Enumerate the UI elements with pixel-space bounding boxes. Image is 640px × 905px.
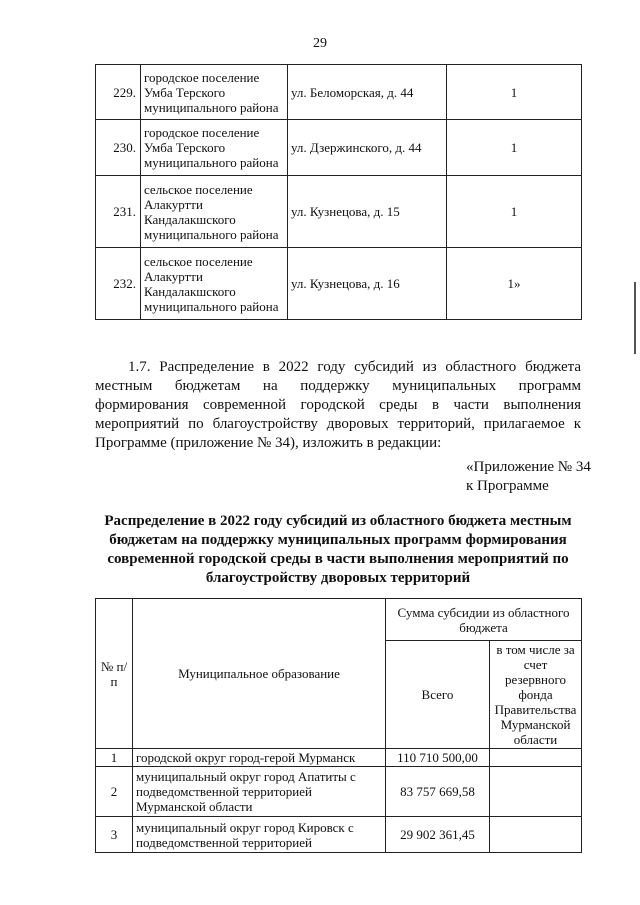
subsidy-total: 110 710 500,00 <box>386 749 490 767</box>
appendix-line: «Приложение № 34 <box>466 459 591 475</box>
header-total: Всего <box>386 641 490 749</box>
scan-margin-mark <box>634 282 636 354</box>
subsidy-total: 83 757 669,58 <box>386 767 490 817</box>
table-row <box>96 176 582 248</box>
table-row <box>96 817 582 853</box>
document-title: Распределение в 2022 году субсидий из областного бюджета местным бюджетам на поддержку муниципальных программ формирования современной городской среды в части выполнения мероприятий по благоустройству дворовых территорий <box>104 513 572 586</box>
row-number: 231. <box>96 176 141 248</box>
municipality-name: муниципальный округ город Апатиты с подведомственной территорией Мурманской области <box>133 767 386 817</box>
address: ул. Кузнецова, д. 16 <box>288 248 447 320</box>
row-number: 230. <box>96 120 141 176</box>
header-reserve-fund: в том числе за счет резервного фонда Правительства Мурманской области <box>490 641 582 749</box>
address: ул. Беломорская, д. 44 <box>288 65 447 120</box>
table-row <box>96 749 582 767</box>
municipality-name: сельское поселение Алакуртти Кандалакшского муниципального района <box>141 248 288 320</box>
table-row <box>96 65 582 120</box>
row-number: 229. <box>96 65 141 120</box>
appendix-line: к Программе <box>466 478 549 494</box>
table-row <box>96 120 582 176</box>
address: ул. Кузнецова, д. 15 <box>288 176 447 248</box>
amendment-paragraph: 1.7. Распределение в 2022 году субсидий из областного бюджета местным бюджетам на поддержку муниципальных программ формирования современной городской среды в части выполнения мероприятий по благоустройству дворовых территорий, прилагаемое к Программе (приложение № 34), изложить в редакции: <box>95 359 581 451</box>
table-row <box>96 248 582 320</box>
subsidy-reserve <box>490 817 582 853</box>
municipality-name: муниципальный округ город Кировск с подведомственной территорией <box>133 817 386 853</box>
quantity: 1 <box>447 65 582 120</box>
objects-table <box>95 64 582 320</box>
row-number: 232. <box>96 248 141 320</box>
header-municipality: Муниципальное образование <box>133 599 386 749</box>
subsidy-reserve <box>490 749 582 767</box>
row-number: 2 <box>96 767 133 817</box>
row-number: 1 <box>96 749 133 767</box>
header-number: № п/п <box>96 599 133 749</box>
quantity: 1» <box>447 248 582 320</box>
quantity: 1 <box>447 176 582 248</box>
subsidy-total: 29 902 361,45 <box>386 817 490 853</box>
address: ул. Дзержинского, д. 44 <box>288 120 447 176</box>
row-number: 3 <box>96 817 133 853</box>
subsidy-reserve <box>490 767 582 817</box>
table-row <box>96 767 582 817</box>
municipality-name: городское поселение Умба Терского муниципального района <box>141 65 288 120</box>
header-subsidy-sum: Сумма субсидии из областного бюджета <box>386 599 582 641</box>
municipality-name: городской округ город-герой Мурманск <box>133 749 386 767</box>
quantity: 1 <box>447 120 582 176</box>
municipality-name: сельское поселение Алакуртти Кандалакшского муниципального района <box>141 176 288 248</box>
appendix-reference <box>466 458 591 496</box>
page-number: 29 <box>313 36 327 51</box>
subsidy-table <box>95 598 582 853</box>
municipality-name: городское поселение Умба Терского муниципального района <box>141 120 288 176</box>
